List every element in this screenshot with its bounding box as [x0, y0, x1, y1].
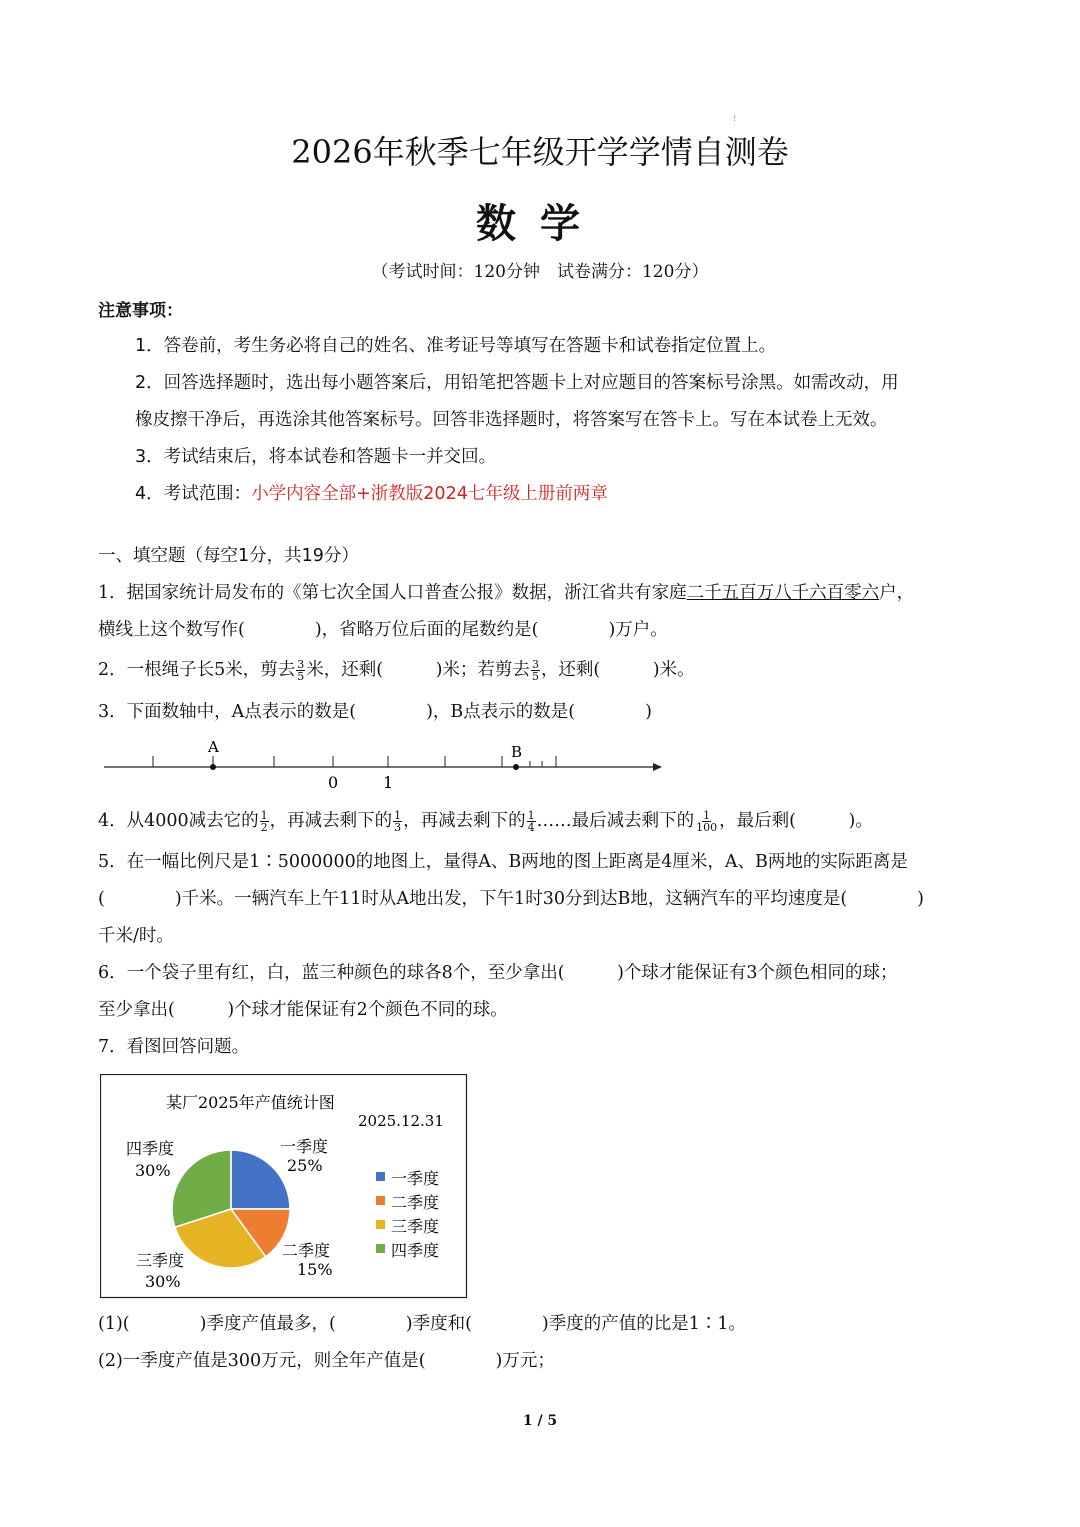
legend-label-q2: 二季度	[391, 1193, 440, 1212]
q2-text-c: ，还剩( )米。	[540, 660, 695, 680]
fraction-3-5-second	[531, 659, 540, 682]
legend-label-q3: 三季度	[391, 1217, 440, 1236]
notice-item-1: 1．答卷前，考生务必将自己的姓名、准考证号等填写在答题卡和试卷指定位置上。	[135, 336, 777, 356]
q2-text-b: 米，还剩( )米；若剪去	[306, 660, 530, 680]
question-5-line-1: 5．在一幅比例尺是1∶5000000的地图上，量得A、B两地的图上距离是4厘米，A、B两地的实际距离是	[98, 852, 908, 872]
frac-numerator: 3	[297, 658, 305, 671]
frac-denominator: 5	[531, 670, 539, 683]
slice-label-q4: 四季度	[126, 1139, 175, 1158]
number-line	[98, 735, 678, 795]
tick-label-0: 0	[328, 773, 339, 792]
legend-swatch-q4	[376, 1244, 385, 1253]
legend-swatch-q3	[376, 1220, 385, 1229]
exam-info: （考试时间：120分钟 试卷满分：120分）	[371, 262, 709, 282]
subject-heading: 数学	[476, 200, 604, 247]
q4-text-e: ，最后剩( )。	[719, 811, 873, 831]
question-5-line-3: 千米/时。	[98, 926, 174, 946]
legend-swatch-q2	[376, 1196, 385, 1205]
question-1-line-1	[98, 580, 914, 606]
q1-text: 1．据国家统计局发布的《第七次全国人口普查公报》数据，浙江省共有家庭	[98, 583, 687, 603]
legend-label-q1: 一季度	[391, 1169, 440, 1188]
question-7-sub-1: (1)( )季度产值最多，( )季度和( )季度的产值的比是1∶1。	[98, 1314, 747, 1334]
question-7-sub-2: (2)一季度产值是300万元，则全年产值是( )万元；	[98, 1351, 555, 1371]
notice-item-2: 2．回答选择题时，选出每小题答案后，用铅笔把答题卡上对应题目的答案标号涂黑。如需改动，用	[135, 373, 899, 393]
frac-denominator: 3	[394, 821, 402, 834]
question-5-line-2: ( )千米。一辆汽车上午11时从A地出发，下午1时30分到达B地，这辆汽车的平均速度是( )	[98, 889, 924, 909]
chart-date: 2025.12.31	[358, 1112, 444, 1130]
q4-text-a: 4．从4000减去它的	[98, 811, 259, 831]
slice-pct-q4: 30%	[135, 1161, 171, 1180]
frac-numerator: 1	[260, 809, 268, 822]
legend-swatch-q1	[376, 1172, 385, 1181]
fraction-1-100	[695, 810, 718, 833]
corner-mark: !	[733, 114, 737, 123]
question-6-line-1: 6．一个袋子里有红，白，蓝三种颜色的球各8个，至少拿出( )个球才能保证有3个颜色相同的球；	[98, 963, 898, 983]
question-4	[98, 808, 873, 834]
fraction-3-5	[296, 659, 305, 682]
q2-text-a: 2．一根绳子长5米，剪去	[98, 660, 296, 680]
notice-item-4-prefix: 4．考试范围：	[135, 484, 252, 504]
slice-pct-q3: 30%	[145, 1272, 181, 1291]
notice-item-2-cont: 橡皮擦干净后，再选涂其他答案标号。回答非选择题时，将答案写在答卡上。写在本试卷上无效。	[135, 410, 888, 430]
question-3: 3．下面数轴中，A点表示的数是( )，B点表示的数是( )	[98, 702, 652, 722]
frac-numerator: 1	[703, 809, 711, 822]
number-line-arrow	[653, 763, 662, 771]
exam-title: 2026年秋季七年级开学学情自测卷	[291, 133, 789, 171]
slice-label-q2: 二季度	[282, 1241, 331, 1260]
slice-pct-q1: 25%	[287, 1156, 323, 1175]
question-1-line-2: 横线上这个数写作( )，省略万位后面的尾数约是( )万户。	[98, 620, 668, 640]
q1-underlined-number: 二千五百万八千六百零六	[686, 583, 880, 603]
notice-heading: 注意事项：	[98, 301, 183, 321]
frac-numerator: 1	[527, 809, 535, 822]
slice-label-q3: 三季度	[136, 1251, 185, 1270]
q4-text-d: ……最后减去剩下的	[536, 811, 695, 831]
pie-chart	[100, 1074, 468, 1299]
label-a: A	[208, 738, 219, 756]
chart-title: 某厂2025年产值统计图	[166, 1093, 335, 1112]
fraction-1-3	[393, 810, 402, 833]
slice-label-q1: 一季度	[280, 1137, 329, 1156]
exam-scope: 小学内容全部+浙教版2024七年级上册前两章	[251, 484, 608, 504]
tick-label-1: 1	[383, 773, 394, 792]
section-1-heading: 一、填空题（每空1分，共19分）	[98, 546, 359, 566]
page-number: 1 / 5	[522, 1413, 558, 1429]
legend-label-q4: 四季度	[391, 1241, 440, 1260]
fraction-1-4	[527, 810, 536, 833]
q4-text-c: ，再减去剩下的	[403, 811, 526, 831]
fraction-1-2	[260, 810, 269, 833]
question-2	[98, 657, 695, 683]
label-b: B	[511, 743, 523, 761]
q1-text-end: 户，	[879, 583, 915, 603]
notice-item-4	[135, 481, 608, 507]
frac-denominator: 2	[260, 821, 268, 834]
slice-pct-q2: 15%	[297, 1260, 333, 1279]
pie-slices	[172, 1150, 290, 1268]
question-7: 7．看图回答问题。	[98, 1037, 250, 1057]
point-a	[210, 764, 216, 770]
question-6-line-2: 至少拿出( )个球才能保证有2个颜色不同的球。	[98, 1000, 508, 1020]
frac-numerator: 3	[531, 658, 539, 671]
point-b	[513, 764, 519, 770]
notice-item-3: 3．考试结束后，将本试卷和答题卡一并交回。	[135, 447, 497, 467]
frac-denominator: 5	[297, 670, 305, 683]
frac-numerator: 1	[394, 809, 402, 822]
q4-text-b: ，再减去剩下的	[269, 811, 393, 831]
frac-denominator: 100	[696, 821, 718, 834]
frac-denominator: 4	[527, 821, 535, 834]
